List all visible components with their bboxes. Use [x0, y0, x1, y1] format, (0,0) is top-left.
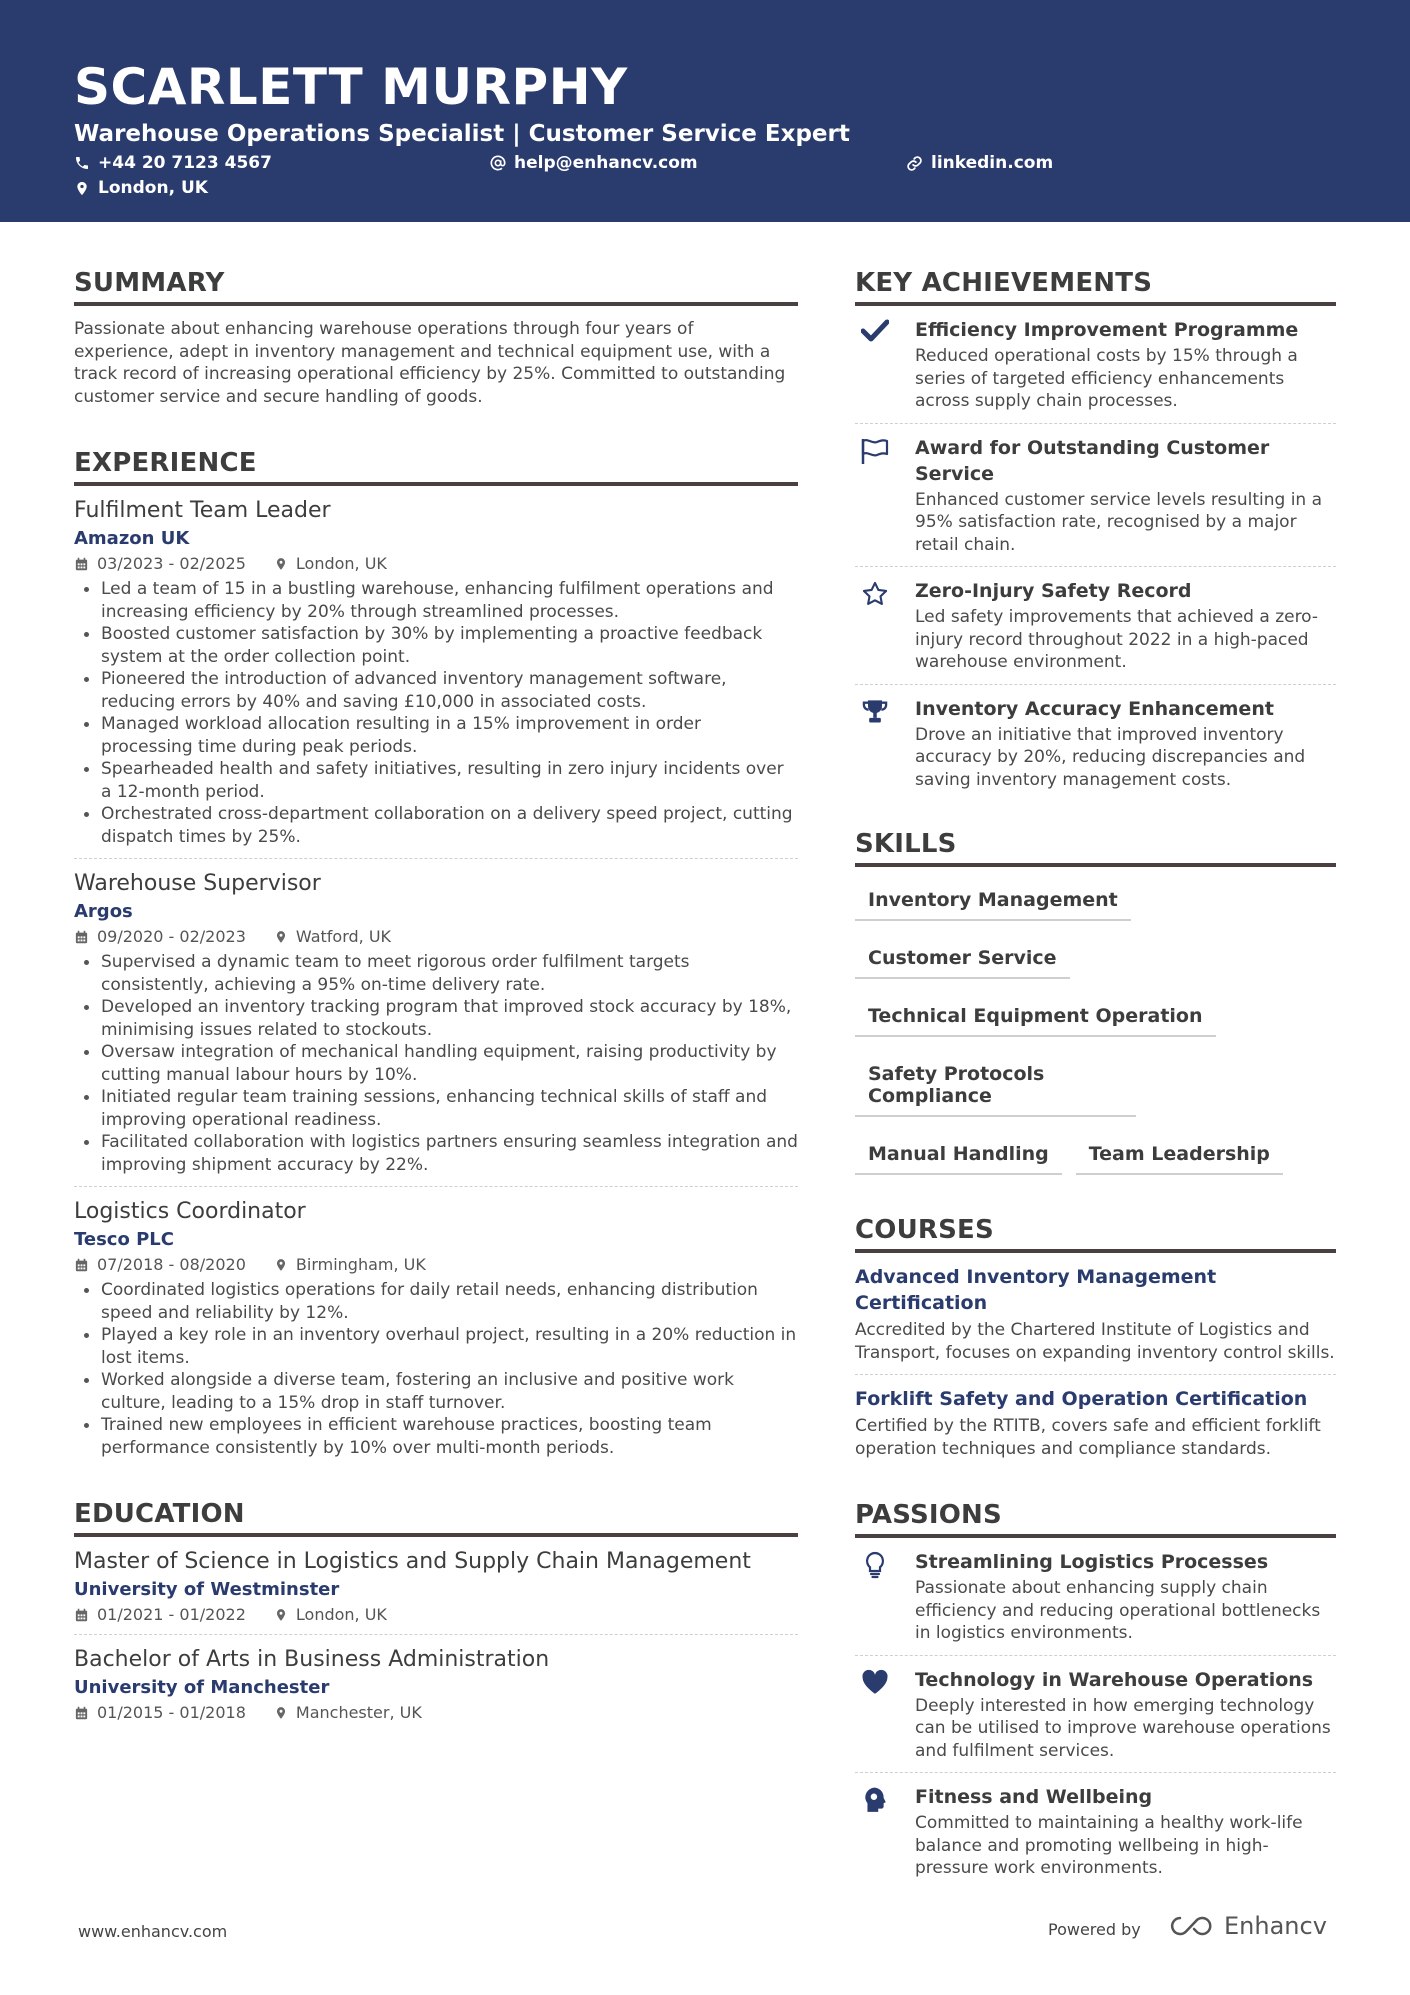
- contact-linkedin[interactable]: [906, 153, 1053, 173]
- education-meta: [74, 1703, 798, 1722]
- job-bullet: Supervised a dynamic team to meet rigorous order fulfilment targets consistently, achieving a 95% on-time delivery rate.: [74, 951, 798, 996]
- trophy-icon: [861, 698, 889, 726]
- contact-phone: [74, 153, 272, 173]
- job-dates: 03/2023 - 02/2025: [97, 554, 246, 573]
- job-bullets: [74, 1279, 798, 1459]
- achievement-title: Award for Outstanding Customer Service: [915, 436, 1270, 485]
- enhancv-brand: Enhancv: [1224, 1912, 1327, 1940]
- achievement-desc: Led safety improvements that achieved a zero-injury record throughout 2022 in a high-paced warehouse environment.: [915, 607, 1319, 672]
- candidate-name: SCARLETT MURPHY: [74, 58, 628, 116]
- job-bullets: [74, 951, 798, 1176]
- job-entry: [74, 859, 798, 1187]
- passion-desc: Deeply interested in how emerging technology can be utilised to improve warehouse operations and fulfilment services.: [915, 1695, 1331, 1761]
- calendar-icon: [74, 556, 89, 572]
- education-location: Manchester, UK: [295, 1703, 422, 1722]
- education-meta: [74, 1605, 798, 1624]
- course-desc: Accredited by the Chartered Institute of Logistics and Transport, focuses on expanding inventory control skills.: [855, 1320, 1335, 1363]
- location-pin-icon: [74, 180, 90, 197]
- course-item: [855, 1253, 1336, 1375]
- education-dates: 01/2015 - 01/2018: [97, 1703, 246, 1722]
- passion-desc: Committed to maintaining a healthy work-life balance and promoting wellbeing in high-pressure work environments.: [915, 1813, 1303, 1878]
- linkedin-link[interactable]: linkedin.com: [931, 153, 1054, 173]
- job-meta: [74, 1255, 798, 1274]
- passion-desc: Passionate about enhancing supply chain efficiency and reducing operational bottlenecks in logistics environments.: [915, 1578, 1321, 1643]
- enhancv-logo[interactable]: [1168, 1912, 1327, 1940]
- job-bullet: Led a team of 15 in a bustling warehouse, enhancing fulfilment operations and increasing efficiency by 20% through streamlined processes.: [74, 578, 798, 623]
- job-bullet: Played a key role in an inventory overhaul project, resulting in a 20% reduction in lost items.: [74, 1324, 798, 1369]
- passions-heading: PASSIONS: [855, 1500, 1336, 1538]
- job-location: Watford, UK: [295, 927, 392, 946]
- skill-tag: Customer Service: [855, 933, 1070, 979]
- passion-title: Fitness and Wellbeing: [915, 1786, 1153, 1808]
- job-bullet: Boosted customer satisfaction by 30% by implementing a proactive feedback system at the order collection point.: [74, 623, 798, 668]
- education-school: University of Westminster: [74, 1579, 340, 1600]
- achievement-title: Inventory Accuracy Enhancement: [915, 697, 1274, 720]
- job-bullet: Worked alongside a diverse team, fostering an inclusive and positive work culture, leading to a 15% drop in staff turnover.: [74, 1369, 798, 1414]
- skills-heading: SKILLS: [855, 829, 1336, 867]
- passion-title: Technology in Warehouse Operations: [915, 1668, 1314, 1691]
- job-location: London, UK: [295, 554, 387, 573]
- job-location: Birmingham, UK: [295, 1255, 426, 1274]
- skill-tag: Manual Handling: [855, 1129, 1062, 1175]
- calendar-icon: [74, 929, 89, 945]
- experience-section: [74, 448, 798, 1469]
- achievement-desc: Reduced operational costs by 15% through a series of targeted efficiency enhancements across supply chain processes.: [915, 346, 1298, 411]
- location-pin-icon: [274, 1257, 288, 1273]
- enhancv-logo-icon: [1168, 1914, 1214, 1938]
- location-text: London, UK: [98, 178, 208, 198]
- contact-location: [74, 178, 208, 198]
- job-entry: [74, 1187, 798, 1469]
- course-desc: Certified by the RTITB, covers safe and efficient forklift operation techniques and compliance standards.: [855, 1416, 1321, 1459]
- job-company: Argos: [74, 901, 133, 922]
- lightbulb-icon: [864, 1551, 886, 1579]
- education-dates: 01/2021 - 01/2022: [97, 1605, 246, 1624]
- summary-heading: SUMMARY: [74, 268, 798, 306]
- head-icon: [862, 1786, 888, 1814]
- job-dates: 09/2020 - 02/2023: [97, 927, 246, 946]
- job-bullet: Coordinated logistics operations for daily retail needs, enhancing distribution speed and reliability by 12%.: [74, 1279, 798, 1324]
- job-bullet: Oversaw integration of mechanical handling equipment, raising productivity by cutting manual labour hours by 10%.: [74, 1041, 798, 1086]
- achievement-title: Efficiency Improvement Programme: [915, 319, 1299, 341]
- heart-icon: [860, 1669, 890, 1695]
- star-icon: [861, 580, 889, 608]
- calendar-icon: [74, 1705, 89, 1721]
- course-item: [855, 1375, 1336, 1470]
- achievements-heading: KEY ACHIEVEMENTS: [855, 268, 1336, 306]
- at-icon: [490, 155, 506, 171]
- phone-text: +44 20 7123 4567: [98, 153, 272, 173]
- job-meta: [74, 927, 798, 946]
- right-column: [855, 268, 1336, 1890]
- left-column: [74, 268, 798, 1732]
- candidate-subtitle: Warehouse Operations Specialist | Customer Service Expert: [74, 121, 850, 147]
- education-entry: [74, 1635, 798, 1732]
- education-entry: [74, 1537, 798, 1635]
- education-school: University of Manchester: [74, 1677, 330, 1698]
- skills-section: [855, 829, 1336, 1187]
- footer-website[interactable]: www.enhancv.com: [78, 1922, 228, 1941]
- phone-icon: [74, 155, 90, 171]
- location-pin-icon: [274, 556, 288, 572]
- skill-tag: Safety Protocols Compliance: [855, 1049, 1136, 1117]
- passion-title: Streamlining Logistics Processes: [915, 1551, 1269, 1573]
- achievement-desc: Drove an initiative that improved inventory accuracy by 20%, reducing discrepancies and saving inventory management costs.: [915, 724, 1306, 790]
- check-icon: [861, 319, 889, 343]
- achievement-item: [855, 424, 1336, 568]
- education-degree: Master of Science in Logistics and Supply Chain Management: [74, 1549, 751, 1574]
- education-location: London, UK: [295, 1605, 387, 1624]
- summary-text: Passionate about enhancing warehouse operations through four years of experience, adept in inventory management and technical equipment use, with a track record of increasing operational efficiency by 25%. Committed to outstanding customer service and secure handling of goods.: [74, 319, 786, 407]
- education-degree: Bachelor of Arts in Business Administration: [74, 1647, 550, 1672]
- job-company: Amazon UK: [74, 528, 190, 549]
- summary-section: [74, 268, 798, 408]
- job-role: Warehouse Supervisor: [74, 871, 321, 896]
- job-bullets: [74, 578, 798, 848]
- education-section: [74, 1499, 798, 1732]
- achievement-item: [855, 685, 1336, 802]
- passion-item: [855, 1656, 1336, 1774]
- skills-list: [855, 875, 1336, 1187]
- achievement-title: Zero-Injury Safety Record: [915, 580, 1192, 602]
- job-bullet: Facilitated collaboration with logistics partners ensuring seamless integration and improving shipment accuracy by 22%.: [74, 1131, 798, 1176]
- footer-powered-by: Powered by: [1048, 1920, 1141, 1939]
- contact-email[interactable]: [490, 153, 698, 173]
- skill-tag: Inventory Management: [855, 875, 1131, 921]
- link-icon: [906, 155, 923, 172]
- job-bullet: Pioneered the introduction of advanced inventory management software, reducing errors by 40% and saving £10,000 in associated costs.: [74, 668, 798, 713]
- email-link[interactable]: help@enhancv.com: [514, 153, 698, 173]
- courses-heading: COURSES: [855, 1215, 1336, 1253]
- job-bullet: Orchestrated cross-department collaboration on a delivery speed project, cutting dispatch times by 25%.: [74, 803, 798, 848]
- resume-header: [0, 0, 1410, 222]
- skill-tag: Technical Equipment Operation: [855, 991, 1216, 1037]
- course-title: Advanced Inventory Management Certification: [855, 1266, 1217, 1314]
- job-dates: 07/2018 - 08/2020: [97, 1255, 246, 1274]
- calendar-icon: [74, 1607, 89, 1623]
- location-pin-icon: [274, 929, 288, 945]
- job-bullet: Developed an inventory tracking program that improved stock accuracy by 18%, minimising issues related to stockouts.: [74, 996, 798, 1041]
- courses-section: [855, 1215, 1336, 1470]
- job-bullet: Managed workload allocation resulting in a 15% improvement in order processing time during peak periods.: [74, 713, 798, 758]
- location-pin-icon: [274, 1705, 288, 1721]
- passions-section: [855, 1500, 1336, 1890]
- calendar-icon: [74, 1257, 89, 1273]
- job-role: Logistics Coordinator: [74, 1199, 306, 1224]
- achievement-desc: Enhanced customer service levels resulting in a 95% satisfaction rate, recognised by a major retail chain.: [915, 489, 1323, 555]
- skill-tag: Team Leadership: [1076, 1129, 1283, 1175]
- achievements-section: [855, 268, 1336, 801]
- job-bullet: Spearheaded health and safety initiatives, resulting in zero injury incidents over a 12-month period.: [74, 758, 798, 803]
- flag-icon: [860, 437, 890, 465]
- passion-item: [855, 1538, 1336, 1656]
- job-bullet: Initiated regular team training sessions, enhancing technical skills of staff and improving operational readiness.: [74, 1086, 798, 1131]
- job-meta: [74, 554, 798, 573]
- location-pin-icon: [274, 1607, 288, 1623]
- course-title: Forklift Safety and Operation Certification: [855, 1388, 1308, 1410]
- job-role: Fulfilment Team Leader: [74, 498, 331, 523]
- job-company: Tesco PLC: [74, 1229, 174, 1250]
- job-entry: [74, 486, 798, 859]
- experience-heading: EXPERIENCE: [74, 448, 798, 486]
- job-bullet: Trained new employees in efficient warehouse practices, boosting team performance consistently by 10% over multi-month periods.: [74, 1414, 798, 1459]
- achievement-item: [855, 567, 1336, 685]
- achievement-item: [855, 306, 1336, 424]
- passion-item: [855, 1773, 1336, 1890]
- education-heading: EDUCATION: [74, 1499, 798, 1537]
